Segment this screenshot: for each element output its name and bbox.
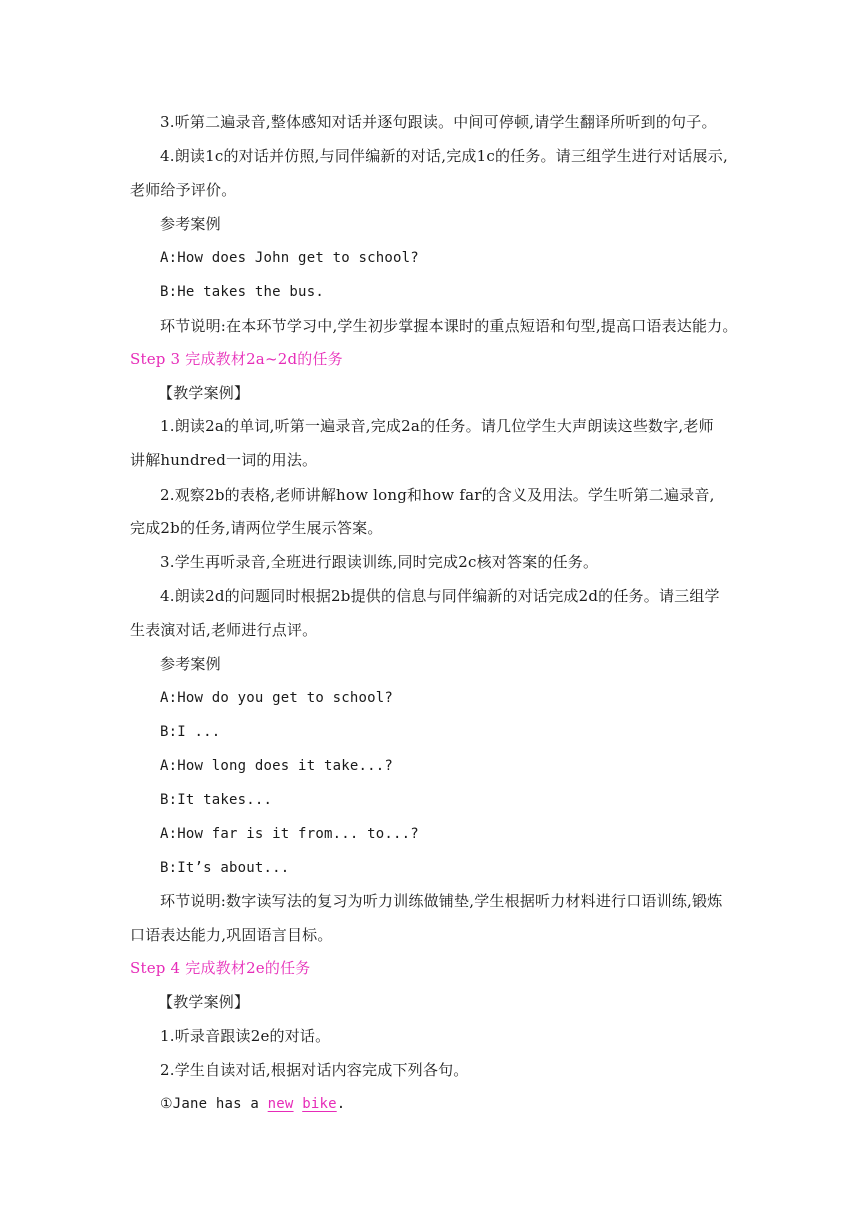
answer-blank-2: bike xyxy=(302,1096,337,1112)
step2-item-3: 3.听第二遍录音,整体感知对话并逐句跟读。中间可停顿,请学生翻译所听到的句子。 xyxy=(160,113,717,131)
dialogue-line: A:How far is it from... to...? xyxy=(160,826,419,842)
dialogue-line: A:How long does it take...? xyxy=(160,758,393,774)
step-heading: Step 4 完成教材2e的任务 xyxy=(130,959,311,977)
section-note: 环节说明:在本环节学习中,学生初步掌握本课时的重点短语和句型,提高口语表达能力。 xyxy=(160,317,738,335)
sentence-suffix: . xyxy=(336,1096,346,1112)
step3-item-2: 2.观察2b的表格,老师讲解how long和how far的含义及用法。学生听第二遍录音, xyxy=(160,486,715,504)
section-note: 环节说明:数字读写法的复习为听力训练做铺垫,学生根据听力材料进行口语训练,锻炼 xyxy=(160,892,723,910)
reference-example-label: 参考案例 xyxy=(160,215,221,233)
dialogue-line: B:It’s about... xyxy=(160,860,290,876)
step3-item-2-cont: 完成2b的任务,请两位学生展示答案。 xyxy=(130,519,383,537)
step3-item-1: 1.朗读2a的单词,听第一遍录音,完成2a的任务。请几位学生大声朗读这些数字,老师 xyxy=(160,417,714,435)
dialogue-line: A:How does John get to school? xyxy=(160,250,419,266)
step-heading: Step 3 完成教材2a~2d的任务 xyxy=(130,350,343,368)
reference-example-label: 参考案例 xyxy=(160,655,221,673)
teaching-case-label: 【教学案例】 xyxy=(158,384,250,402)
section-note-cont: 口语表达能力,巩固语言目标。 xyxy=(130,926,333,944)
step3-item-4-cont: 生表演对话,老师进行点评。 xyxy=(130,621,318,639)
dialogue-line: B:I ... xyxy=(160,724,221,740)
fill-in-sentence xyxy=(160,1094,345,1114)
sentence-prefix: ①Jane has a xyxy=(160,1096,268,1112)
step2-item-4: 4.朗读1c的对话并仿照,与同伴编新的对话,完成1c的任务。请三组学生进行对话展示, xyxy=(160,147,728,165)
dialogue-line: B:It takes... xyxy=(160,792,273,808)
step4-item-2: 2.学生自读对话,根据对话内容完成下列各句。 xyxy=(160,1061,469,1079)
teaching-case-label: 【教学案例】 xyxy=(158,993,250,1011)
step4-item-1: 1.听录音跟读2e的对话。 xyxy=(160,1027,331,1045)
answer-blank-1: new xyxy=(267,1096,294,1112)
step3-item-1-cont: 讲解hundred一词的用法。 xyxy=(130,451,318,469)
step2-item-4-cont: 老师给予评价。 xyxy=(130,181,237,199)
dialogue-line: B:He takes the bus. xyxy=(160,284,324,300)
step3-item-3: 3.学生再听录音,全班进行跟读训练,同时完成2c核对答案的任务。 xyxy=(160,553,599,571)
step3-item-4: 4.朗读2d的问题同时根据2b提供的信息与同伴编新的对话完成2d的任务。请三组学 xyxy=(160,587,720,605)
dialogue-line: A:How do you get to school? xyxy=(160,690,393,706)
